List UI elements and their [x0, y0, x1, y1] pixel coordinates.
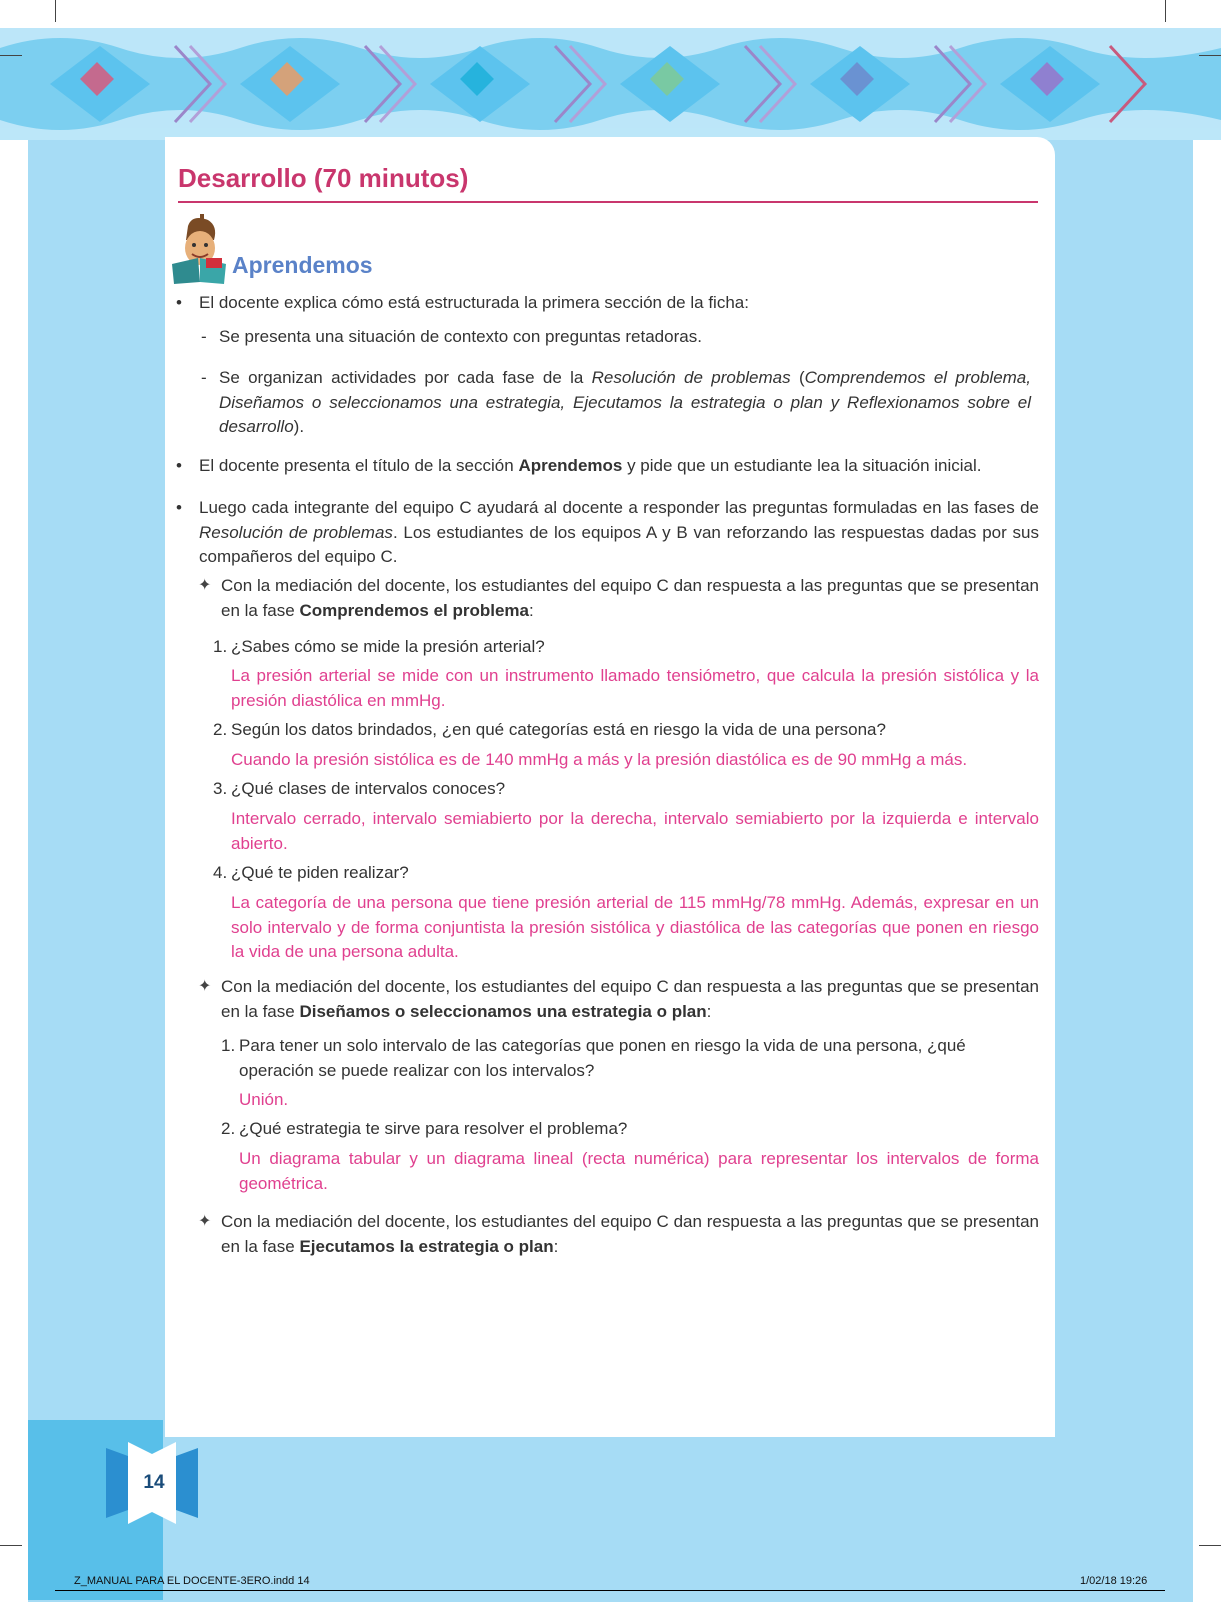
answer-1-4: La categoría de una persona que tiene presión arterial de 115 mmHg/78 mmHg. Además, expresar en un solo intervalo y de forma conjuntista la presión sistólica y diastólica de las categorías que ponen en riesgo la vida de una persona adulta. — [231, 893, 1039, 961]
bullet-marker: • — [176, 293, 182, 312]
question-1-3: ¿Qué clases de intervalos conoces? — [231, 779, 506, 798]
text-run-italic: Resolución de problemas — [199, 522, 393, 542]
answer-2-2: Un diagrama tabular y un diagrama lineal (recta numérica) para representar los intervalos de forma geométrica. — [239, 1149, 1039, 1193]
text-run-bold: Aprendemos — [518, 456, 623, 475]
phase2-lead — [221, 975, 1039, 1024]
bullet-marker: • — [176, 498, 182, 517]
crop-mark — [0, 1545, 22, 1546]
title-divider — [178, 201, 1038, 203]
text-run: . Los estudiantes de los equipos A y B van reforzando las respuestas dadas por sus compañeros del equipo C. — [199, 522, 1039, 566]
text-run-italic: Resolución de problemas — [591, 368, 791, 387]
intro-bullet-3 — [199, 496, 1039, 570]
text-run: : — [706, 1001, 712, 1021]
phase3-lead — [221, 1210, 1039, 1259]
text-run: ). — [293, 417, 305, 436]
answer-1-2: Cuando la presión sistólica es de 140 mmHg a más y la presión diastólica es de 90 mmHg a más. — [231, 750, 968, 769]
text-run: : — [553, 1236, 559, 1256]
crop-mark — [1199, 1545, 1221, 1546]
text-run: El docente presenta el título de la sección — [199, 456, 519, 475]
text-run: Se organizan actividades por cada fase de la — [219, 368, 592, 387]
text-run: y pide que un estudiante lea la situación inicial. — [622, 456, 982, 475]
list-number: 2. — [213, 720, 228, 739]
diamond-bullet-icon: ✦ — [198, 577, 212, 594]
footer-file-name: Z_MANUAL PARA EL DOCENTE-3ERO.indd 14 — [74, 1575, 310, 1587]
text-run-bold: Comprendemos el problema — [299, 600, 530, 620]
text-run-bold: Diseñamos o seleccionamos una estrategia o plan — [299, 1001, 707, 1021]
list-number: 4. — [213, 863, 228, 882]
answer-2-1: Unión. — [239, 1090, 289, 1109]
crop-mark — [1199, 55, 1221, 56]
bullet-marker: • — [176, 456, 182, 475]
question-2-1: Para tener un solo intervalo de las categorías que ponen en riesgo la vida de una persona, ¿qué operación se puede realizar con los intervalos? — [239, 1036, 966, 1080]
crop-mark — [1165, 0, 1166, 22]
text-run: : — [529, 600, 534, 620]
dash-marker: - — [201, 327, 207, 346]
list-number: 3. — [213, 779, 228, 798]
crop-mark — [55, 0, 56, 22]
footer-timestamp: 1/02/18 19:26 — [1080, 1575, 1148, 1587]
text-run: Con la mediación del docente, los estudiantes del equipo C dan respuesta a las preguntas que se presentan en la fase — [221, 977, 1039, 1021]
text-run-italic: Comprendemos el problema, Diseñamos o seleccionamos una estrategia, Ejecutamos la estrategia o plan y Reflexionamos sobre el desarrollo — [219, 368, 1031, 436]
footer-rule — [55, 1590, 1165, 1591]
text-run: Luego cada integrante del equipo C ayudará al docente a responder las preguntas formuladas en las fases de — [199, 498, 1039, 517]
text-run-bold: Ejecutamos la estrategia o plan — [299, 1236, 554, 1256]
subsection-title: Aprendemos — [232, 252, 373, 278]
intro-dash-2 — [219, 366, 1031, 440]
answer-1-3: Intervalo cerrado, intervalo semiabierto por la derecha, intervalo semiabierto por la izquierda e intervalo abierto. — [231, 809, 1039, 853]
student-reading-icon — [170, 212, 228, 284]
decorative-banner — [0, 28, 1221, 140]
text-run: Con la mediación del docente, los estudiantes del equipo C dan respuesta a las preguntas que se presentan en la fase — [221, 576, 1039, 620]
list-number: 1. — [221, 1036, 236, 1055]
phase1-lead — [221, 574, 1039, 623]
list-number: 1. — [213, 637, 228, 656]
intro-bullet-1: El docente explica cómo está estructurada la primera sección de la ficha: — [199, 293, 749, 312]
section-title: Desarrollo (70 minutos) — [178, 163, 469, 193]
list-number: 2. — [221, 1119, 236, 1138]
text-run: ( — [790, 368, 805, 387]
diamond-bullet-icon: ✦ — [198, 1213, 212, 1230]
intro-bullet-2 — [199, 454, 1039, 479]
intro-dash-1: Se presenta una situación de contexto con preguntas retadoras. — [219, 327, 702, 346]
question-2-2: ¿Qué estrategia te sirve para resolver el problema? — [239, 1119, 628, 1138]
answer-1-1: La presión arterial se mide con un instrumento llamado tensiómetro, que calcula la presión sistólica y la presión diastólica en mmHg. — [231, 666, 1039, 710]
question-1-4: ¿Qué te piden realizar? — [231, 863, 409, 882]
question-1-1: ¿Sabes cómo se mide la presión arterial? — [231, 637, 545, 656]
diamond-bullet-icon: ✦ — [198, 978, 212, 995]
text-run: Con la mediación del docente, los estudiantes del equipo C dan respuesta a las preguntas que se presentan en la fase — [221, 1212, 1039, 1256]
crop-mark — [0, 55, 22, 56]
dash-marker: - — [201, 368, 207, 387]
question-1-2: Según los datos brindados, ¿en qué categorías está en riesgo la vida de una persona? — [231, 720, 886, 739]
page-number: 14 — [143, 1472, 165, 1493]
